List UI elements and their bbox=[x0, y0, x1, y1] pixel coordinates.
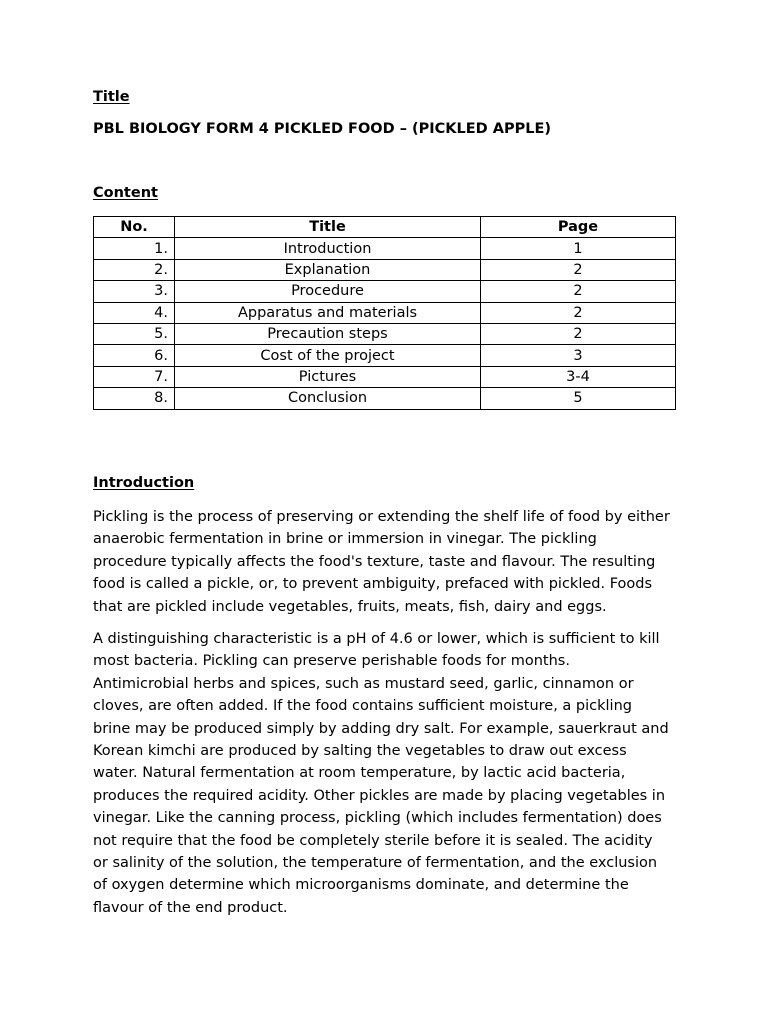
text-line: Pickling is the process of preserving or extending the shelf life of food by either bbox=[93, 509, 670, 525]
row-title: Explanation bbox=[175, 259, 481, 280]
row-number: 5. bbox=[94, 323, 175, 344]
table-row bbox=[94, 366, 676, 387]
row-title: Procedure bbox=[175, 281, 481, 302]
row-title: Pictures bbox=[175, 366, 481, 387]
text-line: water. Natural fermentation at room temperature, by lactic acid bacteria, bbox=[93, 765, 626, 782]
row-page: 2 bbox=[481, 302, 676, 323]
text-line: brine may be produced simply by adding dry salt. For example, sauerkraut and bbox=[93, 720, 669, 737]
row-number: 6. bbox=[94, 345, 175, 366]
text-line: or salinity of the solution, the temperature of fermentation, and the exclusion bbox=[93, 855, 658, 872]
column-header-title: Title bbox=[175, 217, 481, 238]
text-line: flavour of the end product. bbox=[93, 899, 288, 916]
text-line: not require that the food be completely sterile before it is sealed. The acidity bbox=[93, 832, 653, 849]
text-line: most bacteria. Pickling can preserve perishable foods for months. bbox=[93, 653, 570, 670]
document-title: PBL BIOLOGY FORM 4 PICKLED FOOD – (PICKLED APPLE) bbox=[93, 121, 552, 137]
table-row bbox=[94, 302, 676, 323]
row-page: 5 bbox=[481, 388, 676, 409]
row-page: 1 bbox=[481, 238, 676, 259]
column-header-page: Page bbox=[481, 217, 676, 238]
introduction-heading: Introduction bbox=[93, 475, 195, 491]
text-line: Korean kimchi are produced by salting the vegetables to draw out excess bbox=[93, 743, 627, 760]
row-number: 4. bbox=[94, 302, 175, 323]
table-row bbox=[94, 281, 676, 302]
text-line: A distinguishing characteristic is a pH of 4.6 or lower, which is sufficient to kill bbox=[93, 631, 660, 647]
text-line: that are pickled include vegetables, fruits, meats, fish, dairy and eggs. bbox=[93, 598, 607, 615]
text-line: produces the required acidity. Other pickles are made by placing vegetables in bbox=[93, 787, 666, 804]
row-page: 2 bbox=[481, 323, 676, 344]
text-line: procedure typically affects the food's texture, taste and flavour. The resulting bbox=[93, 553, 656, 570]
row-title: Cost of the project bbox=[175, 345, 481, 366]
row-page: 2 bbox=[481, 259, 676, 280]
row-number: 3. bbox=[94, 281, 175, 302]
text-line: of oxygen determine which microorganisms dominate, and determine the bbox=[93, 877, 629, 894]
table-row bbox=[94, 388, 676, 409]
row-page: 3 bbox=[481, 345, 676, 366]
text-line: vinegar. Like the canning process, pickling (which includes fermentation) does bbox=[93, 810, 662, 827]
text-line: food is called a pickle, or, to prevent ambiguity, prefaced with pickled. Foods bbox=[93, 576, 653, 593]
row-page: 3-4 bbox=[481, 366, 676, 387]
row-number: 1. bbox=[94, 238, 175, 259]
text-line: anaerobic fermentation in brine or immersion in vinegar. The pickling bbox=[93, 531, 597, 548]
introduction-paragraph-1 bbox=[93, 506, 683, 618]
text-line: Antimicrobial herbs and spices, such as mustard seed, garlic, cinnamon or bbox=[93, 675, 634, 692]
row-page: 2 bbox=[481, 281, 676, 302]
table-row bbox=[94, 345, 676, 366]
introduction-paragraph-2 bbox=[93, 628, 683, 919]
row-number: 2. bbox=[94, 259, 175, 280]
column-header-no: No. bbox=[94, 217, 175, 238]
title-heading: Title bbox=[93, 89, 130, 105]
table-row bbox=[94, 323, 676, 344]
row-title: Apparatus and materials bbox=[175, 302, 481, 323]
row-title: Introduction bbox=[175, 238, 481, 259]
table-row bbox=[94, 259, 676, 280]
row-title: Precaution steps bbox=[175, 323, 481, 344]
row-number: 8. bbox=[94, 388, 175, 409]
content-heading: Content bbox=[93, 185, 158, 201]
text-line: cloves, are often added. If the food contains sufficient moisture, a pickling bbox=[93, 698, 632, 715]
row-number: 7. bbox=[94, 366, 175, 387]
contents-table bbox=[93, 216, 676, 410]
table-row bbox=[94, 238, 676, 259]
table-header-row bbox=[94, 217, 676, 238]
row-title: Conclusion bbox=[175, 388, 481, 409]
